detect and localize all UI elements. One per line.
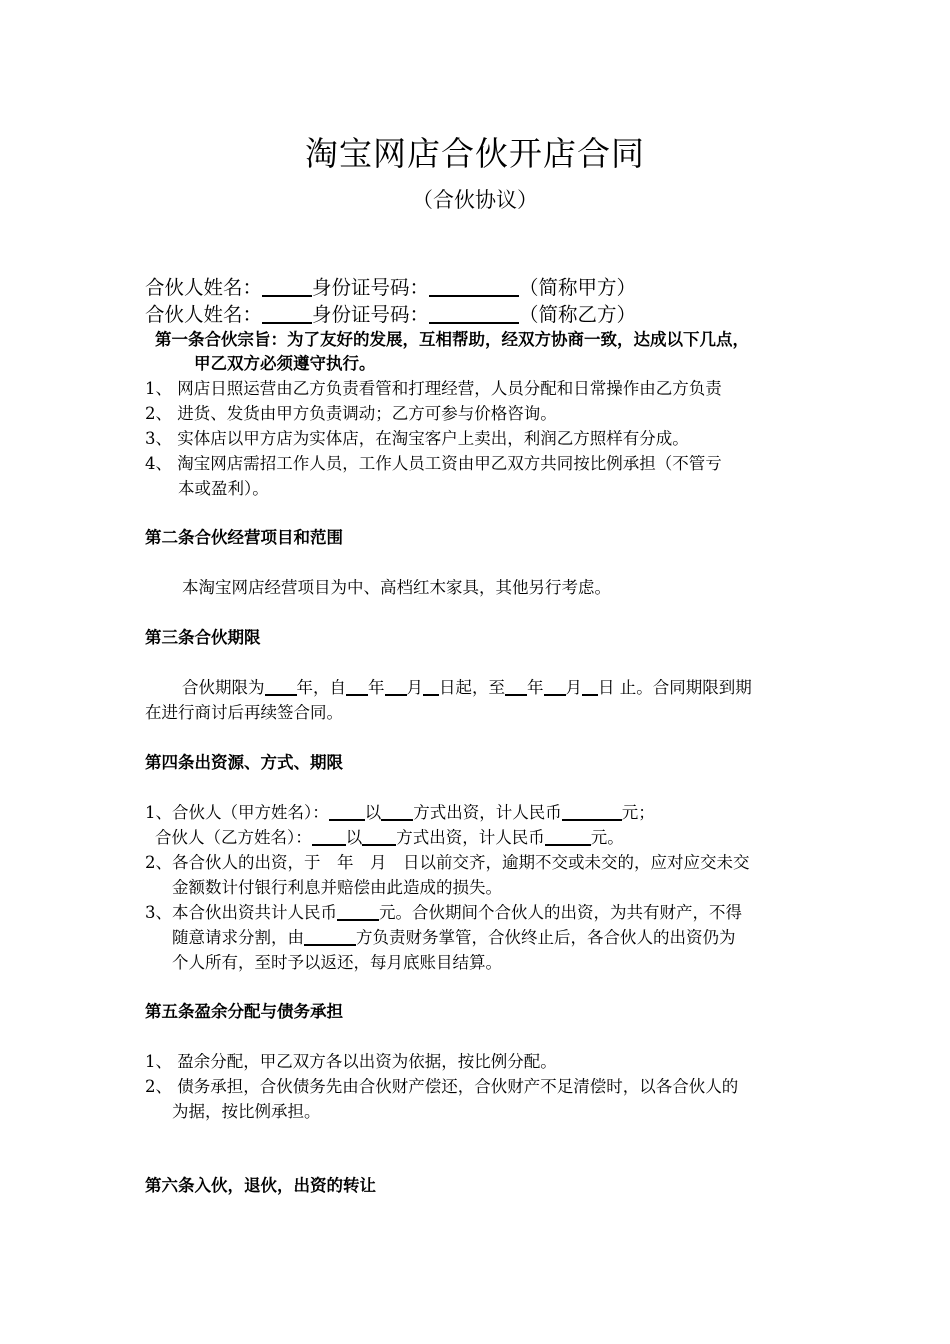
article4-item1-b: 合伙人（乙方姓名）： 以 方式出资，计人民币 元。 (155, 828, 624, 847)
article4-item2-cont: 金额数计付银行利息并赔偿由此造成的损失。 (172, 878, 502, 897)
article1-item4: 4、 淘宝网店需招工作人员，工作人员工资由甲乙双方共同按比例承担（不管亏 (145, 454, 722, 473)
article4-item2: 2、各合伙人的出资，于 年 月 日以前交齐，逾期不交或未交的，应对应交未交 (145, 853, 750, 872)
article5-item2: 2、 债务承担，合伙债务先由合伙财产偿还，合伙财产不足清偿时，以各合伙人的 (145, 1077, 739, 1096)
article2-body: 本淘宝网店经营项目为中、高档红木家具，其他另行考虑。 (182, 578, 611, 597)
article2-heading: 第二条合伙经营项目和范围 (145, 528, 343, 547)
partner-b-line: 合伙人姓名： 身份证号码： （简称乙方） (145, 303, 637, 326)
article3-term-line: 合伙期限为 年，自 年 月 日起，至 年 月 日 止。合同期限到期 (182, 678, 752, 697)
page-title: 淘宝网店合伙开店合同 (305, 134, 645, 173)
article5-item1: 1、 盈余分配，甲乙双方各以出资为依据，按比例分配。 (145, 1052, 557, 1071)
article3-heading: 第三条合伙期限 (145, 628, 261, 647)
article4-item1: 1、合伙人（甲方姓名）： 以 方式出资，计人民币 元； (145, 803, 655, 822)
page-subtitle: （合伙协议） (412, 188, 538, 212)
article1-heading-cont: 甲乙双方必须遵守执行。 (194, 354, 376, 373)
article4-item3: 3、本合伙出资共计人民币 元。合伙期间个合伙人的出资，为共有财产，不得 (145, 903, 742, 922)
article4-item3-cont: 随意请求分割，由 方负责财务掌管，合伙终止后，各合伙人的出资仍为 (172, 928, 736, 947)
article1-item2: 2、 进货、发货由甲方负责调动；乙方可参与价格咨询。 (145, 404, 557, 423)
article1-item3: 3、 实体店以甲方店为实体店，在淘宝客户上卖出，利润乙方照样有分成。 (145, 429, 689, 448)
article1-item1: 1、 网店日照运营由乙方负责看管和打理经营，人员分配和日常操作由乙方负责 (145, 379, 722, 398)
article1-item4-cont: 本或盈利）。 (178, 479, 269, 498)
article5-heading: 第五条盈余分配与债务承担 (145, 1002, 343, 1021)
article4-heading: 第四条出资源、方式、期限 (145, 753, 343, 772)
article6-heading: 第六条入伙，退伙，出资的转让 (145, 1176, 376, 1195)
partner-a-line: 合伙人姓名： 身份证号码： （简称甲方） (145, 276, 637, 299)
article1-heading: 第一条合伙宗旨：为了友好的发展，互相帮助，经双方协商一致，达成以下几点， (155, 330, 749, 349)
article5-item2-cont: 为据，按比例承担。 (172, 1102, 321, 1121)
article3-term-line-cont: 在进行商讨后再续签合同。 (145, 703, 343, 722)
article4-item3-cont2: 个人所有，至时予以返还，每月底账目结算。 (172, 953, 502, 972)
